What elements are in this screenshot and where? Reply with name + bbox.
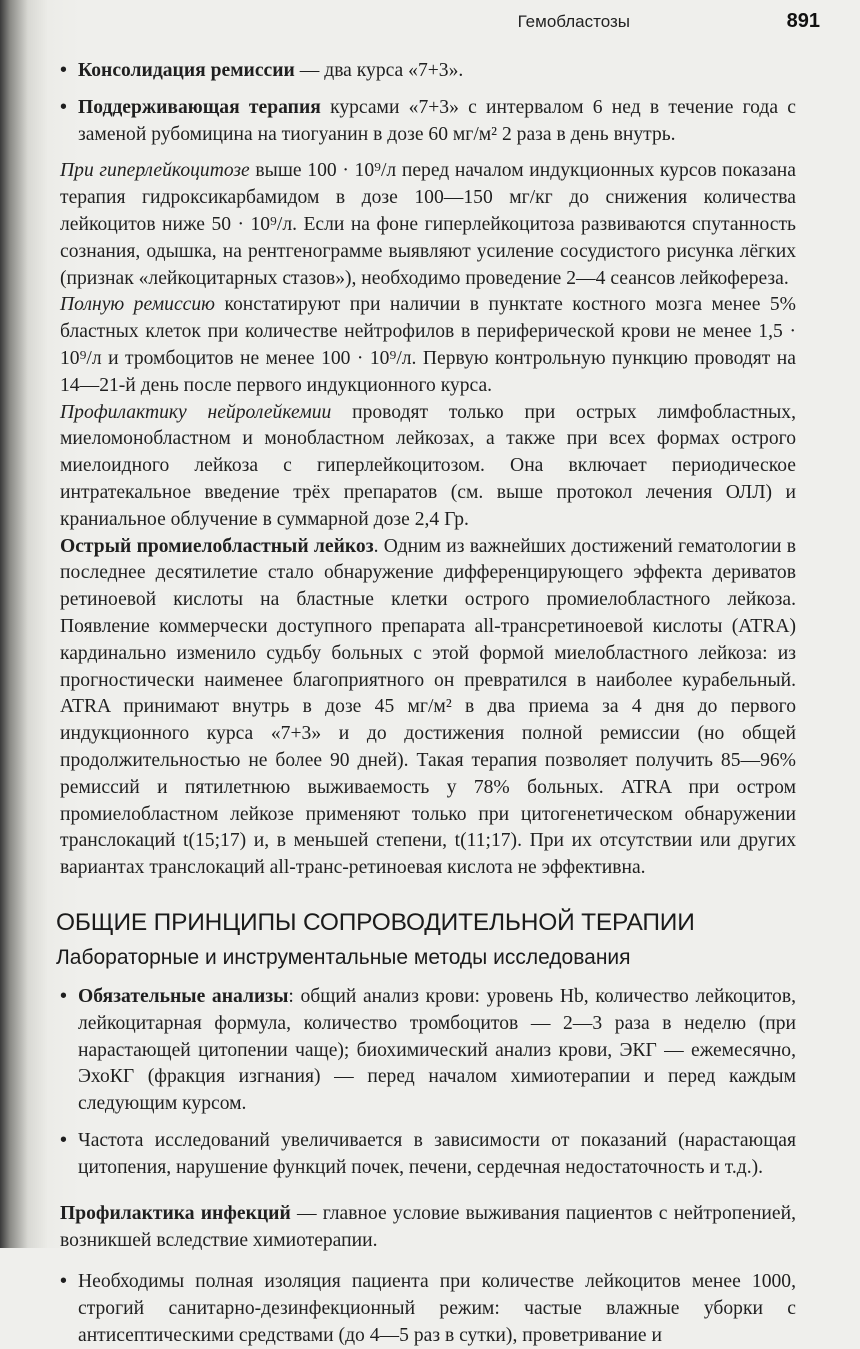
term-consolidation: Консолидация ремиссии	[78, 60, 295, 81]
subsection-heading: Лабораторные и инструментальные методы исследования	[56, 945, 631, 969]
para-remission	[60, 292, 796, 399]
term-maintenance: Поддерживающая терапия	[78, 96, 321, 118]
term-hyperleukocytosis: При гиперлейкоцитозе	[60, 160, 250, 182]
text-isolation: Необходимы полная изоляция пациента при количестве лейкоцитов менее 1000, строгий санитарно-дезинфекционный режим: частые влажные уборки с антисептическими средствами (до 4—5 раз в сутки), проветривание и	[78, 1271, 796, 1346]
text-infection-prophylaxis: — главное условие выживания пациентов с нейтропенией, возникшей вследствие химиотерапии.	[60, 1203, 796, 1252]
text-maintenance: курсами «7+3» с интервалом 6 нед в течение года с заменой рубомицина на тиогуанин в дозе 60 мг/м² 2 раза в день внутрь.	[78, 96, 796, 145]
term-remission: Полную ремиссию	[60, 294, 215, 316]
term-infection-prophylaxis: Профилактика инфекций	[60, 1203, 291, 1225]
para-apl	[60, 534, 796, 882]
text-consolidation: — два курса «7+3».	[294, 60, 464, 81]
text-mandatory-tests: : общий анализ крови: уровень Hb, количество лейкоцитов, лейкоцитарная формула, количество тромбоцитов — 2—3 раза в неделю (при нарастающей цитопении чаще); биохимический анализ крови, ЭКГ — ежемесячно, ЭхоКГ (фракция изгнания) — перед началом химиотерапии и перед каждым следующим курсом.	[78, 985, 796, 1115]
running-head	[60, 10, 820, 34]
para-neuroleukemia	[60, 400, 796, 534]
text-neuroleukemia: проводят только при острых лимфобластных, миеломонобластном и монобластном лейкозах, а также при всех формах острого миелоидного лейкоза с гиперлейкоцитозом. Она включает периодическое интратекальное введение трёх препаратов (см. выше протокол лечения ОЛЛ) и краниальное облучение в суммарной дозе 2,4 Гр.	[60, 401, 796, 530]
running-head-section: Гемобластозы	[517, 12, 630, 31]
bullet-mandatory-tests	[60, 984, 796, 1118]
text-frequency: Частота исследований увеличивается в зависимости от показаний (нарастающая цитопения, нарушение функций почек, печени, сердечная недостаточность и т.д.).	[78, 1129, 796, 1178]
para-hyperleukocytosis	[60, 158, 796, 292]
section-heading: ОБЩИЕ ПРИНЦИПЫ СОПРОВОДИТЕЛЬНОЙ ТЕРАПИИ	[56, 908, 695, 936]
text-hyperleukocytosis: выше 100 · 10⁹/л перед началом индукционных курсов показана терапия гидроксикарбамидом в дозе 100—150 мг/кг до снижения количества лейкоцитов ниже 50 · 10⁹/л. Если на фоне гиперлейкоцитоза развиваются спутанность сознания, одышка, на рентгенограмме выявляют усиление сосудистого рисунка лёгких (признак «лейкоцитарных стазов»), необходимо проведение 2—4 сеансов лейкофереза.	[60, 160, 796, 289]
para-infection-prophylaxis	[60, 1201, 796, 1255]
page-number: 891	[786, 10, 820, 32]
bullet-frequency	[60, 1128, 796, 1182]
term-mandatory-tests: Обязательные анализы	[78, 985, 289, 1007]
bullet-maintenance	[60, 95, 796, 149]
text-remission: констатируют при наличии в пунктате костного мозга менее 5% бластных клеток при количестве нейтрофилов в периферической крови не менее 1,5 · 10⁹/л и тромбоцитов не менее 100 · 10⁹/л. Первую контрольную пункцию проводят на 14—21-й день после первого индукционного курса.	[60, 294, 797, 396]
term-neuroleukemia: Профилактику нейролейкемии	[60, 401, 332, 423]
bullet-consolidation	[60, 58, 796, 85]
term-apl: Острый промиелобластный лейкоз	[60, 535, 374, 557]
text-apl: . Одним из важнейших достижений гематологии в последнее десятилетие стало обнаружение дифференцирующего эффекта дериватов ретиноевой кислоты на бластные клетки острого промиелобластного лейкоза. Появление коммерчески доступного препарата all-трансретиноевой кислоты (ATRA) кардинально изменило судьбу больных с этой формой миелобластного лейкоза: из прогностически наименее благоприятного он превратился в наиболее курабельный. ATRA принимают внутрь в дозе 45 мг/м² в два приема за 4 дня до первого индукционного курса «7+3» и до достижения полной ремиссии (но общей продолжительностью не более 90 дней). Такая терапия позволяет получить 85—96% ремиссий и пятилетнюю выживаемость у 78% больных. ATRA при остром промиелобластном лейкозе применяют только при цитогенетическом обнаружении транслокаций t(15;17) и, в меньшей степени, t(11;17). При их отсутствии или других вариантах транслокаций all-транс-ретиноевая кислота не эффективна.	[60, 535, 796, 879]
bullet-isolation	[60, 1269, 796, 1349]
page-content	[56, 58, 797, 1349]
